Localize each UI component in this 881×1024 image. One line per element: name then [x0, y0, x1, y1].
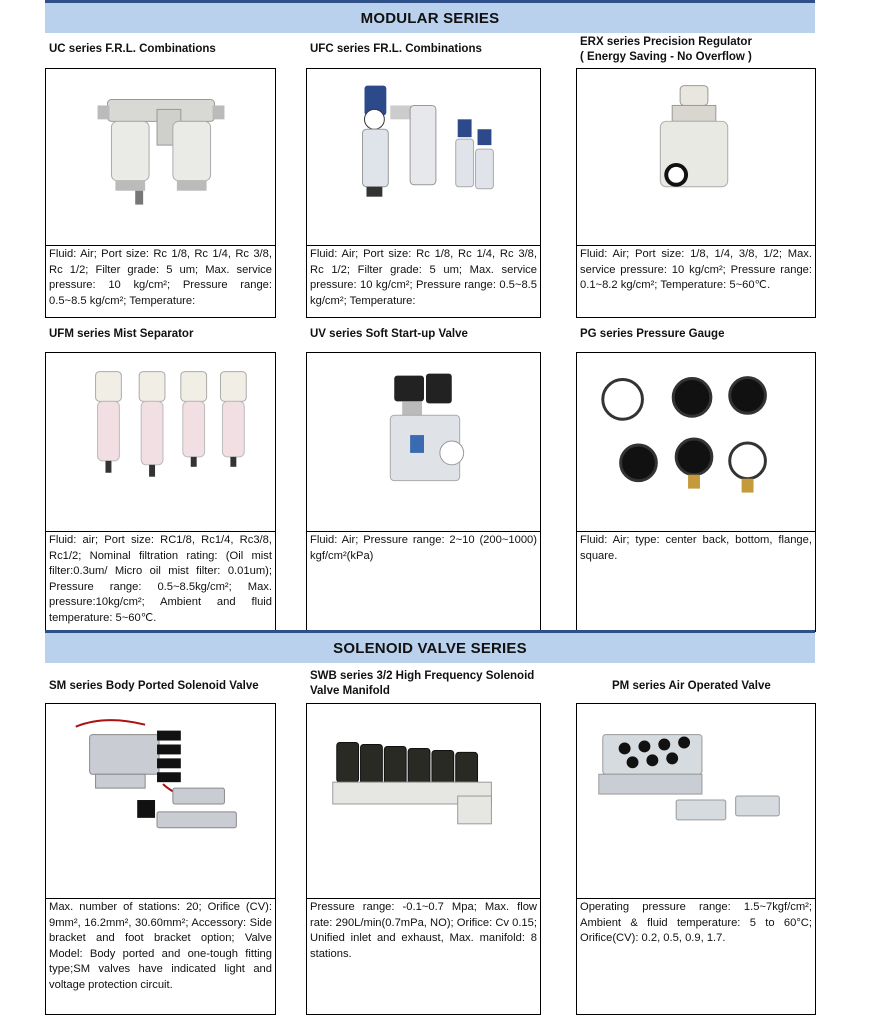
erx-title	[580, 35, 752, 65]
ufc-product-image	[307, 69, 540, 247]
pressure-gauge-image	[577, 353, 815, 533]
sm-description: Max. number of stations: 20; Orifice (CV): 9mm², 16.2mm², 30.60mm²; Accessory: Side bracket and foot bracket option; Valve Model: Body ported and one-tough fitting type;SM valves have indicated light and voltage protection circuit.	[46, 898, 275, 1014]
erx-title-line1: ERX series Precision Regulator	[580, 36, 752, 48]
pm-product-image	[577, 704, 815, 900]
uc-product-image	[46, 69, 275, 247]
swb-title-line2: Valve Manifold	[310, 685, 390, 697]
uv-card	[306, 352, 541, 632]
pm-card	[576, 703, 816, 1015]
solenoid-series-header: SOLENOID VALVE SERIES	[45, 630, 815, 663]
ufm-title: UFM series Mist Separator	[49, 328, 194, 340]
ufm-description: Fluid: air; Port size: RC1/8, Rc1/4, Rc3/8, Rc1/2; Nominal filtration rating: (Oil mist filter:0.3um/ Micro oil mist filter: 0.01um); Pressure range: 0.5~8.5kg/cm²; Max. pressure:10kg/cm²; Ambient and fluid temperature: 5~60℃.	[46, 531, 275, 631]
erx-description: Fluid: Air; Port size: 1/8, 1/4, 3/8, 1/2; Max. service pressure: 10 kg/cm²; Pressure range: 0.1~8.2 kg/cm²; Temperature: 5~60℃.	[577, 245, 815, 317]
frl-unit-image	[46, 69, 275, 247]
uc-card	[45, 68, 276, 318]
pg-title: PG series Pressure Gauge	[580, 328, 725, 340]
swb-description: Pressure range: -0.1~0.7 Mpa; Max. flow rate: 290L/min(0.7mPa, NO); Orifice: Cv 0.15; Unified inlet and exhaust, Max. manifold: 8 stations.	[307, 898, 540, 1014]
uv-product-image	[307, 353, 540, 533]
sm-product-image	[46, 704, 275, 900]
ufc-title: UFC series FR.L. Combinations	[310, 43, 482, 55]
pg-product-image	[577, 353, 815, 533]
swb-title	[310, 669, 534, 699]
uc-description: Fluid: Air; Port size: Rc 1/8, Rc 1/4, Rc 3/8, Rc 1/2; Filter grade: 5 um; Max. service pressure: 10 kg/cm²; Pressure range: 0.5~8.5 kg/cm²; Temperature:	[46, 245, 275, 317]
swb-product-image	[307, 704, 540, 900]
swb-card	[306, 703, 541, 1015]
pg-card	[576, 352, 816, 632]
sm-card	[45, 703, 276, 1015]
regulator-image	[577, 69, 815, 247]
ufm-card	[45, 352, 276, 632]
ufc-description: Fluid: Air; Port size: Rc 1/8, Rc 1/4, Rc 3/8, Rc 1/2; Filter grade: 5 um; Max. service pressure: 10 kg/cm²; Pressure range: 0.5~8.5 kg/cm²; Temperature:	[307, 245, 540, 317]
ufc-card	[306, 68, 541, 318]
valve-manifold-image	[307, 704, 540, 900]
uv-title: UV series Soft Start-up Valve	[310, 328, 468, 340]
uc-title: UC series F.R.L. Combinations	[49, 43, 216, 55]
solenoid-valve-image	[46, 704, 275, 900]
erx-card	[576, 68, 816, 318]
soft-start-valve-image	[307, 353, 540, 533]
pm-title: PM series Air Operated Valve	[612, 680, 771, 692]
sm-title: SM series Body Ported Solenoid Valve	[49, 680, 259, 692]
uv-description: Fluid: Air; Pressure range: 2~10 (200~1000) kgf/cm²(kPa)	[307, 531, 540, 631]
erx-product-image	[577, 69, 815, 247]
modular-series-header: MODULAR SERIES	[45, 0, 815, 33]
swb-title-line1: SWB series 3/2 High Frequency Solenoid	[310, 670, 535, 682]
ufm-product-image	[46, 353, 275, 533]
erx-title-line2: ( Energy Saving - No Overflow )	[580, 51, 752, 63]
pg-description: Fluid: Air; type: center back, bottom, flange, square.	[577, 531, 815, 631]
frl-unit-image	[307, 69, 540, 247]
mist-separator-image	[46, 353, 275, 533]
pm-description: Operating pressure range: 1.5~7kgf/cm²; Ambient & fluid temperature: 5 to 60°C; Orifice(CV): 0.2, 0.5, 0.9, 1.7.	[577, 898, 815, 1014]
air-operated-valve-image	[577, 704, 815, 900]
